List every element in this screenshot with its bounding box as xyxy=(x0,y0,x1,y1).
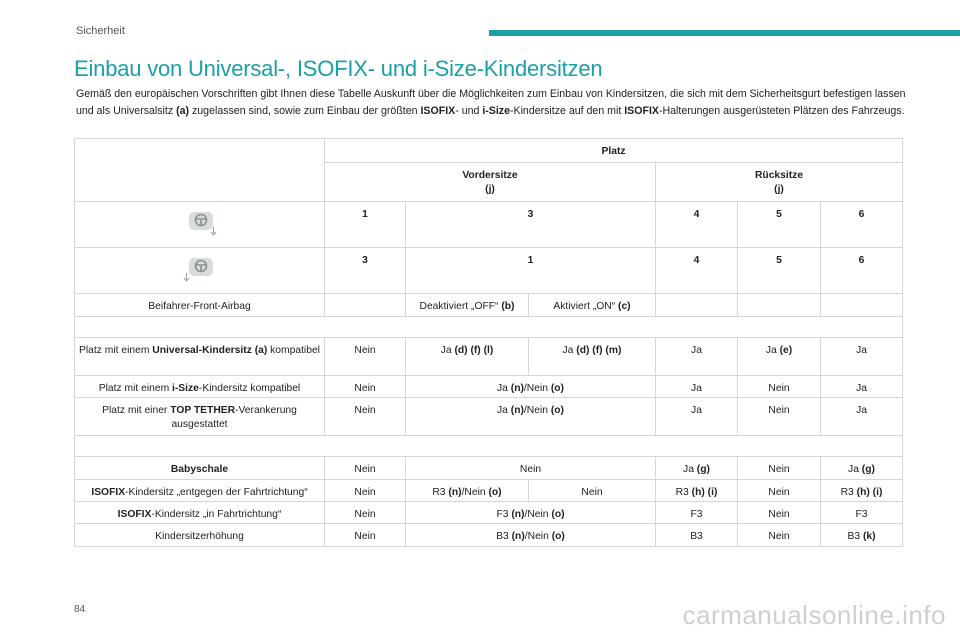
table-row xyxy=(75,376,903,398)
table-cell: Nein xyxy=(738,376,821,398)
table-cell: R3 (n)/Nein (o) xyxy=(406,480,529,502)
table-cell: Ja (g) xyxy=(656,457,738,480)
table-cell: B3 (k) xyxy=(821,524,903,547)
seat-number: 6 xyxy=(821,248,903,294)
airbag-on-cell: Aktiviert „ON“ (c) xyxy=(529,294,656,317)
table-cell: Nein xyxy=(738,457,821,480)
airbag-empty-cell xyxy=(821,294,903,317)
table-cell: Ja (d) (f) (l) xyxy=(406,338,529,376)
seat-number: 5 xyxy=(738,202,821,248)
rhd-icon-cell xyxy=(75,248,325,294)
table-cell: R3 (h) (i) xyxy=(656,480,738,502)
airbag-off-cell: Deaktiviert „OFF“ (b) xyxy=(406,294,529,317)
table-cell: Nein xyxy=(529,480,656,502)
seat-number: 4 xyxy=(656,202,738,248)
table-row xyxy=(75,524,903,547)
table-cell: B3 (n)/Nein (o) xyxy=(406,524,656,547)
seat-number: 6 xyxy=(821,202,903,248)
table-cell: Ja xyxy=(656,376,738,398)
table-cell: Ja (g) xyxy=(821,457,903,480)
airbag-empty-cell xyxy=(656,294,738,317)
header-empty-cell xyxy=(75,139,325,202)
top-tether-label: Platz mit einer TOP TETHER-Verankerung ausgestattet xyxy=(75,398,325,436)
front-seats-header: Vordersitze (j) xyxy=(325,163,656,202)
table-cell: Ja xyxy=(656,338,738,376)
table-row xyxy=(75,398,903,436)
table-header-row xyxy=(75,139,903,163)
table-cell: B3 xyxy=(656,524,738,547)
booster-label: Kindersitzerhöhung xyxy=(75,524,325,547)
seat-number: 3 xyxy=(325,248,406,294)
table-cell: Nein xyxy=(738,480,821,502)
table-row xyxy=(75,480,903,502)
table-row xyxy=(75,202,903,248)
table-cell: R3 (h) (i) xyxy=(821,480,903,502)
page-number: 84 xyxy=(74,604,86,615)
isofix-rearward-label: ISOFIX-Kindersitz „entgegen der Fahrtrichtung“ xyxy=(75,480,325,502)
table-cell: F3 (n)/Nein (o) xyxy=(406,502,656,524)
section-label: Sicherheit xyxy=(76,25,125,37)
babyschale-label: Babyschale xyxy=(75,457,325,480)
isize-seat-label: Platz mit einem i-Size-Kindersitz kompatibel xyxy=(75,376,325,398)
table-cell: Nein xyxy=(738,398,821,436)
spacer-cell xyxy=(75,436,903,457)
table-cell: Ja (n)/Nein (o) xyxy=(406,376,656,398)
table-cell: Nein xyxy=(325,398,406,436)
airbag-empty-cell xyxy=(738,294,821,317)
table-row xyxy=(75,248,903,294)
spacer-row xyxy=(75,317,903,338)
table-cell: Nein xyxy=(738,502,821,524)
table-cell: Ja xyxy=(656,398,738,436)
universal-seat-label: Platz mit einem Universal-Kindersitz (a) kompatibel xyxy=(75,338,325,376)
table-cell: Nein xyxy=(325,376,406,398)
seat-number: 5 xyxy=(738,248,821,294)
steering-wheel-right-icon xyxy=(183,256,217,282)
rear-seats-header: Rücksitze (j) xyxy=(656,163,903,202)
table-cell: Ja (e) xyxy=(738,338,821,376)
table-cell: F3 xyxy=(656,502,738,524)
table-row xyxy=(75,338,903,376)
isofix-forward-label: ISOFIX-Kindersitz „in Fahrtrichtung“ xyxy=(75,502,325,524)
table-cell: Ja xyxy=(821,338,903,376)
table-cell: Ja (d) (f) (m) xyxy=(529,338,656,376)
airbag-label: Beifahrer-Front-Airbag xyxy=(75,294,325,317)
watermark: carmanualsonline.info xyxy=(682,600,946,630)
table-row xyxy=(75,502,903,524)
table-cell: F3 xyxy=(821,502,903,524)
header-accent-bar xyxy=(489,30,960,36)
seat-number: 1 xyxy=(406,248,656,294)
table-row xyxy=(75,457,903,480)
table-cell: Nein xyxy=(325,457,406,480)
lhd-icon-cell xyxy=(75,202,325,248)
child-seat-table xyxy=(74,138,903,547)
table-cell: Nein xyxy=(325,524,406,547)
airbag-row xyxy=(75,294,903,317)
page-title: Einbau von Universal-, ISOFIX- und i-Size-Kindersitzen xyxy=(74,56,603,81)
steering-wheel-left-icon xyxy=(183,210,217,236)
seat-number: 4 xyxy=(656,248,738,294)
platz-header: Platz xyxy=(325,139,903,163)
table-cell: Nein xyxy=(406,457,656,480)
table-cell: Nein xyxy=(325,338,406,376)
table-cell: Nein xyxy=(325,502,406,524)
table-cell: Ja xyxy=(821,376,903,398)
spacer-row xyxy=(75,436,903,457)
table-cell: Ja xyxy=(821,398,903,436)
spacer-cell xyxy=(75,317,903,338)
table-cell: Nein xyxy=(325,480,406,502)
airbag-empty-cell xyxy=(325,294,406,317)
table-cell: Nein xyxy=(738,524,821,547)
table-cell: Ja (n)/Nein (o) xyxy=(406,398,656,436)
intro-paragraph: Gemäß den europäischen Vorschriften gibt Ihnen diese Tabelle Auskunft über die Möglichkeiten zum Einbau von Kindersitzen, die sich mit dem Sicherheitsgurt befestigen lassen und als Universalsitz (a) zugelassen sind, sowie zum Einbau der größten ISOFIX- und i-Size-Kindersitze auf den mit ISOFIX-Halterungen ausgerüsteten Plätzen des Fahrzeugs. xyxy=(76,88,906,117)
seat-number: 1 xyxy=(325,202,406,248)
seat-number: 3 xyxy=(406,202,656,248)
